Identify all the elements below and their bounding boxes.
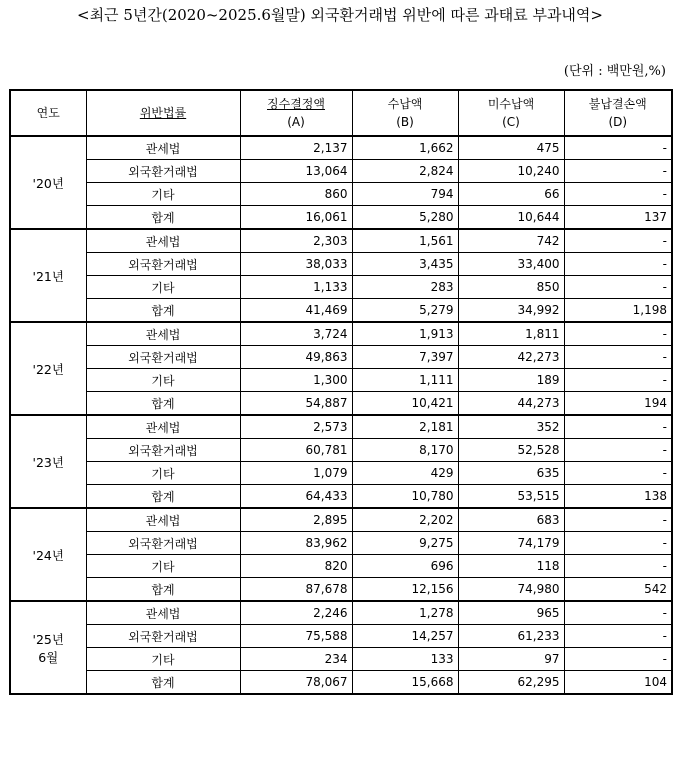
year-cell: [10, 322, 86, 415]
value-d-cell: -: [564, 160, 672, 183]
table-row: [10, 555, 672, 578]
year-label: '20년: [32, 175, 64, 191]
header-d-name: 불납결손액: [588, 97, 647, 111]
value-b-cell: 2,181: [352, 415, 458, 439]
value-d-cell: -: [564, 183, 672, 206]
header-c-code: (C): [502, 115, 520, 129]
value-a-cell: 234: [240, 648, 352, 671]
table-row: [10, 625, 672, 648]
table-row: [10, 206, 672, 230]
value-b-cell: 1,913: [352, 322, 458, 346]
law-cell: 합계: [86, 206, 240, 230]
table-row: [10, 601, 672, 625]
year-sublabel: 6월: [38, 649, 59, 665]
header-a-code: (A): [287, 115, 305, 129]
header-d-code: (D): [608, 115, 628, 129]
value-b-cell: 2,824: [352, 160, 458, 183]
value-b-cell: 1,111: [352, 369, 458, 392]
table-row: [10, 671, 672, 695]
year-label: '23년: [32, 454, 64, 470]
value-c-cell: 10,240: [458, 160, 564, 183]
year-cell: [10, 229, 86, 322]
value-a-cell: 60,781: [240, 439, 352, 462]
table-row: [10, 136, 672, 160]
value-d-cell: -: [564, 346, 672, 369]
header-d: [564, 90, 672, 136]
value-c-cell: 33,400: [458, 253, 564, 276]
header-b-code: (B): [396, 115, 414, 129]
value-a-cell: 54,887: [240, 392, 352, 416]
law-cell: 관세법: [86, 136, 240, 160]
value-b-cell: 794: [352, 183, 458, 206]
law-cell: 외국환거래법: [86, 253, 240, 276]
law-cell: 기타: [86, 369, 240, 392]
value-b-cell: 14,257: [352, 625, 458, 648]
value-a-cell: 64,433: [240, 485, 352, 509]
table-row: [10, 508, 672, 532]
value-c-cell: 74,179: [458, 532, 564, 555]
penalty-table: [9, 89, 673, 695]
law-cell: 외국환거래법: [86, 439, 240, 462]
page-title: <최근 5년간(2020~2025.6월말) 외국환거래법 위반에 따른 과태료 부과내역>: [77, 6, 603, 24]
law-cell: 관세법: [86, 415, 240, 439]
value-a-cell: 87,678: [240, 578, 352, 602]
value-d-cell: -: [564, 625, 672, 648]
law-cell: 합계: [86, 299, 240, 323]
value-c-cell: 44,273: [458, 392, 564, 416]
value-d-cell: -: [564, 253, 672, 276]
year-cell: [10, 415, 86, 508]
value-d-cell: -: [564, 415, 672, 439]
value-b-cell: 15,668: [352, 671, 458, 695]
value-c-cell: 74,980: [458, 578, 564, 602]
value-d-cell: 542: [564, 578, 672, 602]
value-d-cell: 138: [564, 485, 672, 509]
table-row: [10, 322, 672, 346]
value-c-cell: 475: [458, 136, 564, 160]
value-b-cell: 283: [352, 276, 458, 299]
value-b-cell: 10,780: [352, 485, 458, 509]
value-c-cell: 34,992: [458, 299, 564, 323]
header-a-name: 징수결정액: [267, 97, 325, 111]
law-cell: 합계: [86, 392, 240, 416]
value-a-cell: 78,067: [240, 671, 352, 695]
value-c-cell: 61,233: [458, 625, 564, 648]
header-row: [10, 90, 672, 136]
value-a-cell: 83,962: [240, 532, 352, 555]
table-row: [10, 392, 672, 416]
table-row: [10, 578, 672, 602]
value-b-cell: 9,275: [352, 532, 458, 555]
value-b-cell: 8,170: [352, 439, 458, 462]
value-a-cell: 860: [240, 183, 352, 206]
value-a-cell: 2,137: [240, 136, 352, 160]
law-cell: 관세법: [86, 508, 240, 532]
value-c-cell: 52,528: [458, 439, 564, 462]
law-cell: 관세법: [86, 601, 240, 625]
table-row: [10, 369, 672, 392]
header-c: [458, 90, 564, 136]
value-a-cell: 3,724: [240, 322, 352, 346]
law-cell: 기타: [86, 462, 240, 485]
table-row: [10, 276, 672, 299]
law-cell: 외국환거래법: [86, 532, 240, 555]
table-row: [10, 462, 672, 485]
table-row: [10, 299, 672, 323]
value-b-cell: 3,435: [352, 253, 458, 276]
value-a-cell: 2,573: [240, 415, 352, 439]
law-cell: 기타: [86, 555, 240, 578]
law-cell: 합계: [86, 671, 240, 695]
value-d-cell: 104: [564, 671, 672, 695]
value-c-cell: 10,644: [458, 206, 564, 230]
table-row: [10, 229, 672, 253]
value-b-cell: 12,156: [352, 578, 458, 602]
value-b-cell: 1,662: [352, 136, 458, 160]
law-cell: 기타: [86, 183, 240, 206]
value-d-cell: -: [564, 601, 672, 625]
value-d-cell: 137: [564, 206, 672, 230]
value-d-cell: -: [564, 462, 672, 485]
table-body: [10, 136, 672, 694]
value-d-cell: -: [564, 508, 672, 532]
header-b: [352, 90, 458, 136]
value-d-cell: -: [564, 532, 672, 555]
law-cell: 기타: [86, 648, 240, 671]
value-a-cell: 16,061: [240, 206, 352, 230]
year-label: '25년: [32, 631, 64, 647]
header-law: [86, 90, 240, 136]
value-d-cell: 1,198: [564, 299, 672, 323]
value-d-cell: -: [564, 322, 672, 346]
value-a-cell: 49,863: [240, 346, 352, 369]
table-row: [10, 532, 672, 555]
table-row: [10, 415, 672, 439]
value-b-cell: 1,278: [352, 601, 458, 625]
table-row: [10, 485, 672, 509]
value-c-cell: 352: [458, 415, 564, 439]
law-cell: 외국환거래법: [86, 160, 240, 183]
value-c-cell: 189: [458, 369, 564, 392]
law-cell: 관세법: [86, 322, 240, 346]
header-c-name: 미수납액: [487, 97, 535, 111]
value-b-cell: 696: [352, 555, 458, 578]
value-d-cell: -: [564, 229, 672, 253]
value-d-cell: -: [564, 648, 672, 671]
value-b-cell: 2,202: [352, 508, 458, 532]
value-a-cell: 1,300: [240, 369, 352, 392]
table-row: [10, 346, 672, 369]
value-c-cell: 118: [458, 555, 564, 578]
value-c-cell: 683: [458, 508, 564, 532]
law-cell: 합계: [86, 578, 240, 602]
unit-note: (단위 : 백만원,%): [563, 64, 666, 79]
header-law-label: 위반법률: [139, 106, 187, 120]
law-cell: 외국환거래법: [86, 625, 240, 648]
value-c-cell: 66: [458, 183, 564, 206]
value-d-cell: -: [564, 136, 672, 160]
value-a-cell: 2,895: [240, 508, 352, 532]
value-c-cell: 635: [458, 462, 564, 485]
table-row: [10, 253, 672, 276]
table-row: [10, 183, 672, 206]
table-row: [10, 160, 672, 183]
law-cell: 관세법: [86, 229, 240, 253]
value-b-cell: 7,397: [352, 346, 458, 369]
law-cell: 기타: [86, 276, 240, 299]
value-b-cell: 1,561: [352, 229, 458, 253]
law-cell: 외국환거래법: [86, 346, 240, 369]
value-a-cell: 2,246: [240, 601, 352, 625]
value-a-cell: 820: [240, 555, 352, 578]
year-label: '22년: [32, 361, 64, 377]
year-cell: [10, 508, 86, 601]
value-c-cell: 62,295: [458, 671, 564, 695]
value-c-cell: 965: [458, 601, 564, 625]
value-b-cell: 5,280: [352, 206, 458, 230]
value-c-cell: 97: [458, 648, 564, 671]
header-b-name: 수납액: [387, 97, 423, 111]
value-c-cell: 42,273: [458, 346, 564, 369]
value-a-cell: 41,469: [240, 299, 352, 323]
value-d-cell: -: [564, 439, 672, 462]
value-c-cell: 742: [458, 229, 564, 253]
value-b-cell: 429: [352, 462, 458, 485]
table-row: [10, 439, 672, 462]
header-a: [240, 90, 352, 136]
value-b-cell: 5,279: [352, 299, 458, 323]
law-cell: 합계: [86, 485, 240, 509]
header-year: 연도: [10, 90, 86, 136]
year-cell: [10, 136, 86, 229]
value-b-cell: 10,421: [352, 392, 458, 416]
year-label: '21년: [32, 268, 64, 284]
year-label: '24년: [32, 547, 64, 563]
value-a-cell: 2,303: [240, 229, 352, 253]
value-c-cell: 53,515: [458, 485, 564, 509]
value-d-cell: -: [564, 369, 672, 392]
table-row: [10, 648, 672, 671]
value-d-cell: -: [564, 276, 672, 299]
value-d-cell: 194: [564, 392, 672, 416]
value-a-cell: 1,133: [240, 276, 352, 299]
value-a-cell: 38,033: [240, 253, 352, 276]
value-a-cell: 1,079: [240, 462, 352, 485]
value-c-cell: 1,811: [458, 322, 564, 346]
value-a-cell: 13,064: [240, 160, 352, 183]
year-cell: [10, 601, 86, 694]
value-c-cell: 850: [458, 276, 564, 299]
value-b-cell: 133: [352, 648, 458, 671]
value-a-cell: 75,588: [240, 625, 352, 648]
value-d-cell: -: [564, 555, 672, 578]
